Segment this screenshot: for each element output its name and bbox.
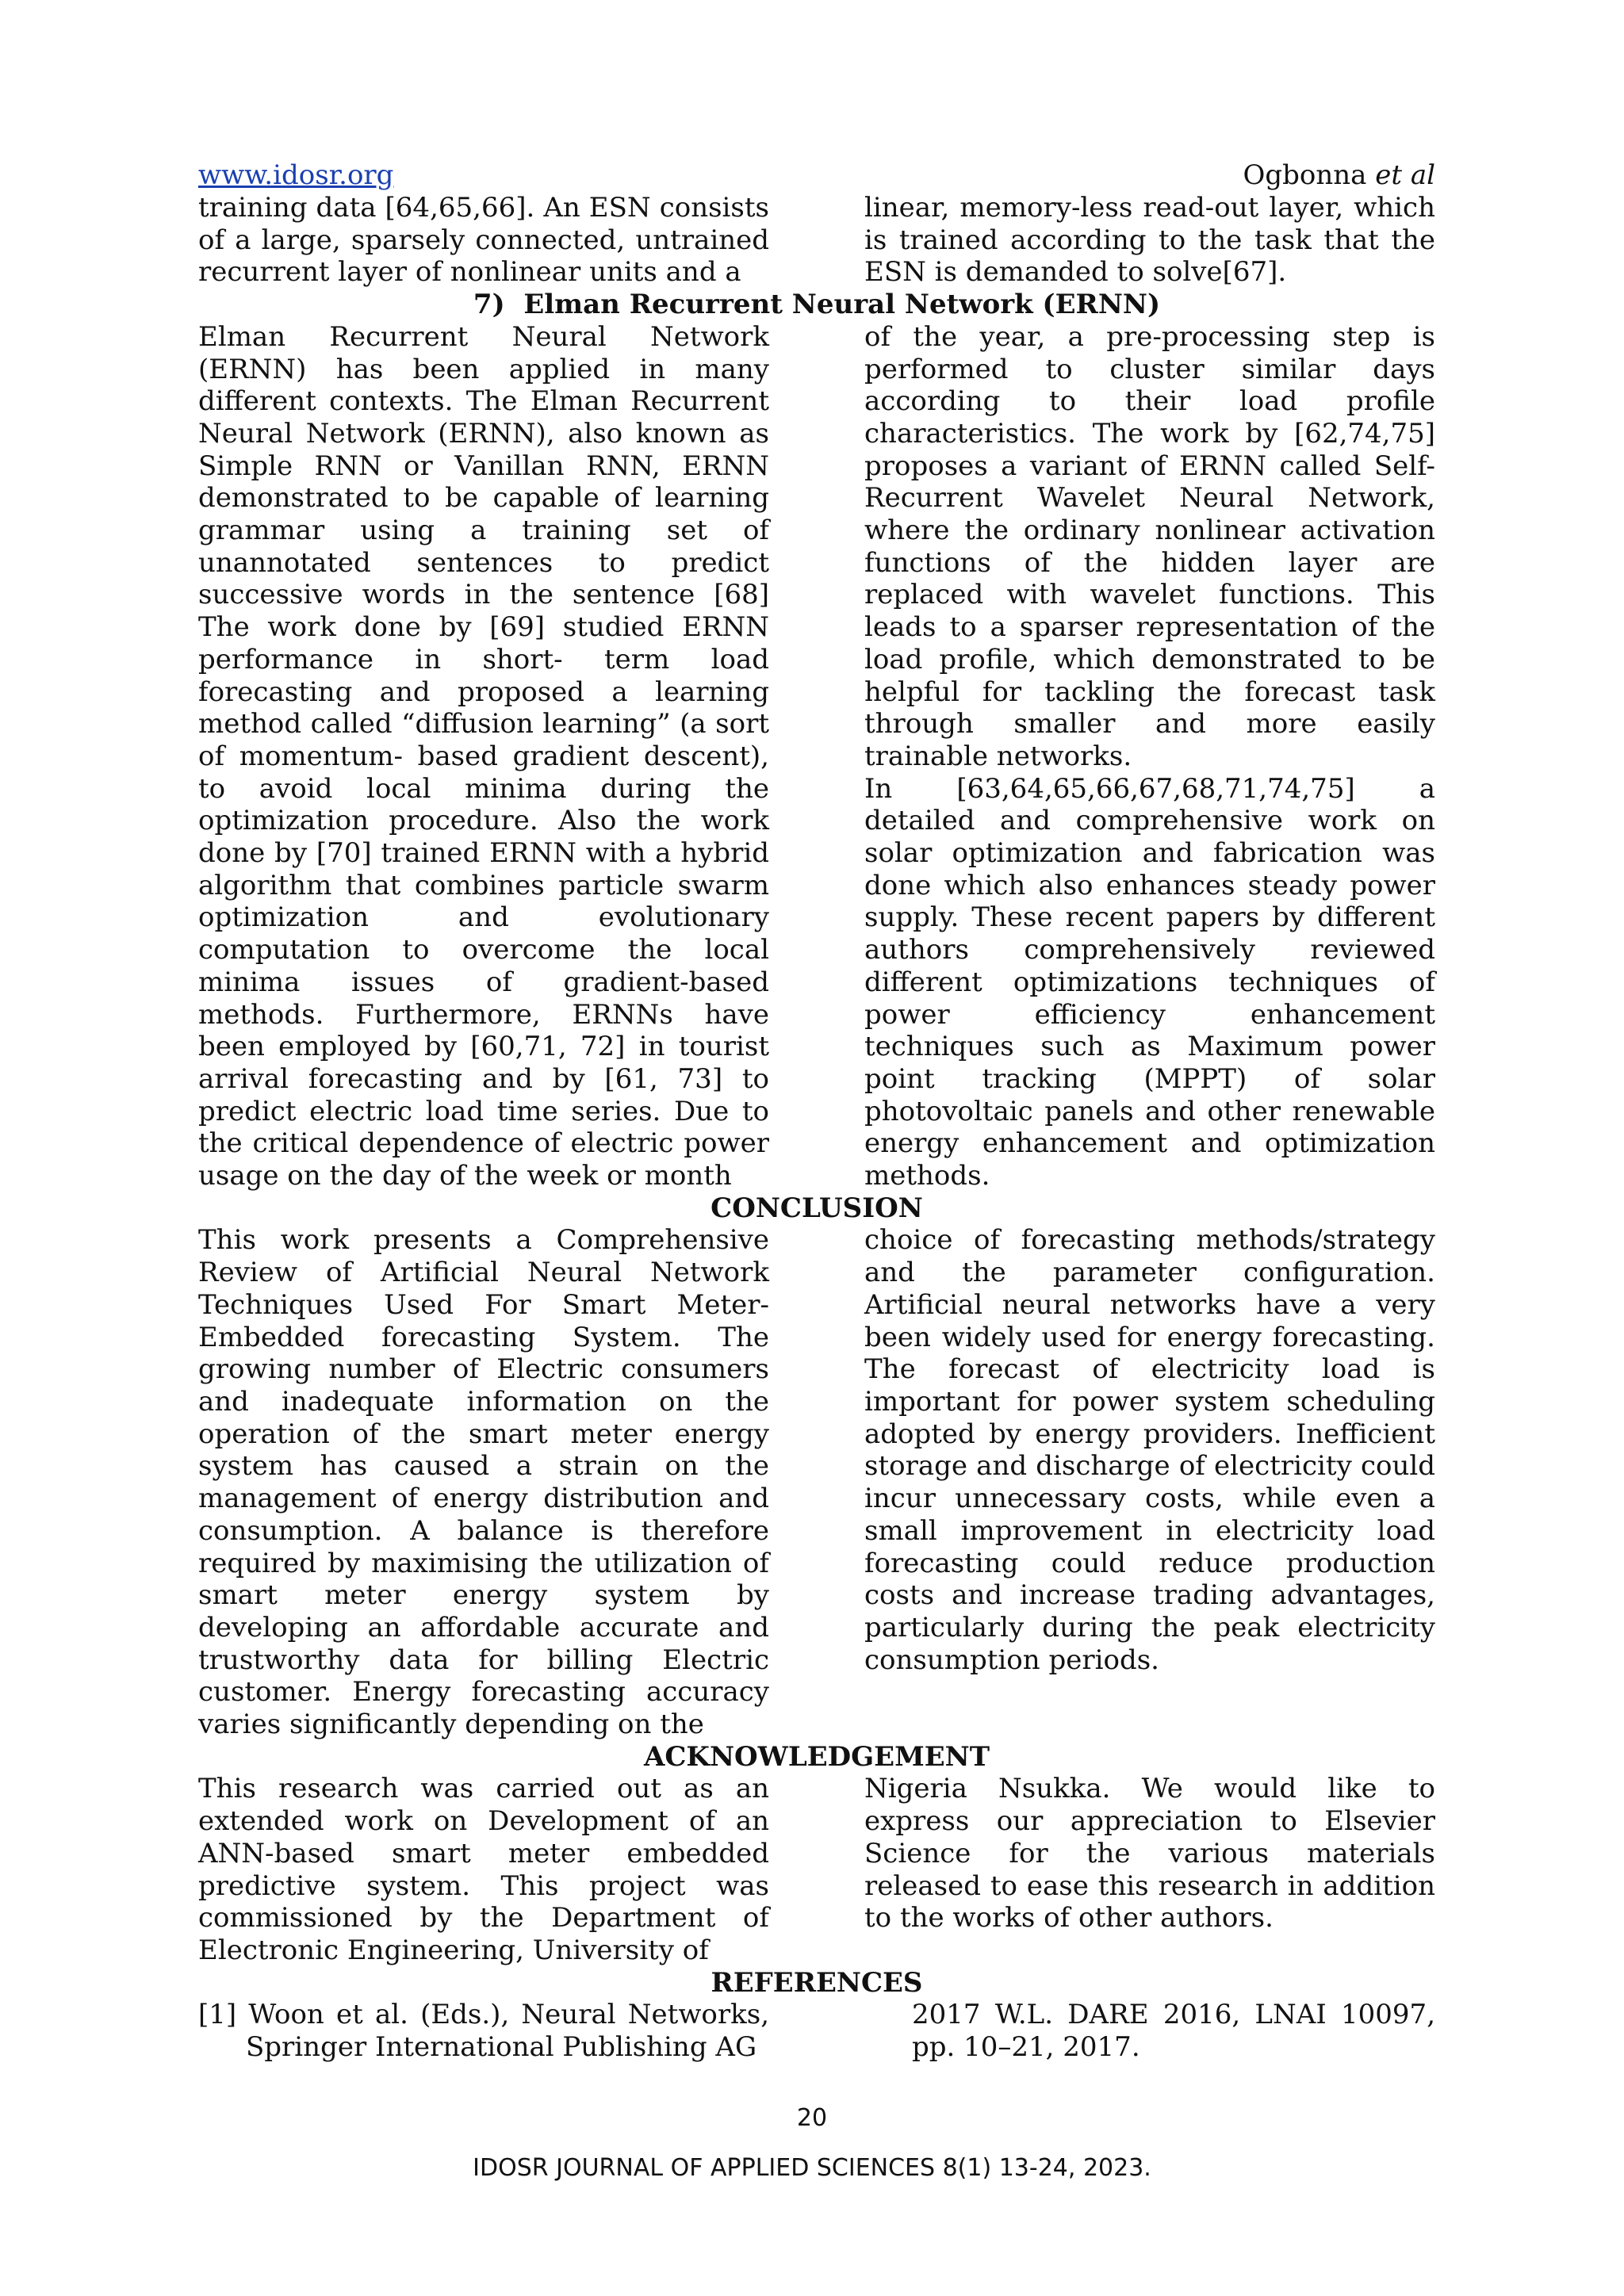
acknowledgement-left-column — [198, 1773, 769, 1966]
acknowledgement-heading: ACKNOWLEDGEMENT — [643, 1740, 990, 1773]
conclusion-right-paragraph: choice of forecasting methods/strategy and the parameter configuration. Artificial neural networks have a very been widely used for energy forecasting. The forecast of electricity load is important for power system scheduling adopted by energy providers. Inefficient storage and discharge of electricity could incur unnecessary costs, while even a small improvement in electricity load forecasting could reduce production costs and increase trading advantages, particularly during the peak electricity consumption periods. — [864, 1224, 1435, 1676]
intro-section — [198, 192, 1435, 289]
ernn-right-column — [864, 321, 1435, 1192]
conclusion-right-column — [864, 1224, 1435, 1740]
reference-1-part-1: [1] Woon et al. (Eds.), Neural Networks, Springer International Publishing AG — [198, 1999, 769, 2064]
intro-right-column — [864, 192, 1435, 289]
acknowledgement-left-paragraph: This research was carried out as an extended work on Development of an ANN-based smart meter embedded predictive system. This project was commissioned by the Department of Electronic Engineering, University of — [198, 1773, 769, 1966]
ernn-section — [198, 321, 1435, 1192]
conclusion-heading: CONCLUSION — [710, 1192, 923, 1224]
acknowledgement-right-column — [864, 1773, 1435, 1966]
conclusion-left-column — [198, 1224, 769, 1740]
ernn-heading: 7) Elman Recurrent Neural Network (ERNN) — [473, 289, 1161, 321]
ernn-right-paragraph-1: of the year, a pre-processing step is performed to cluster similar days according to their load profile characteristics. The work by [62,74,75] proposes a variant of ERNN called Self-Recurrent Wavelet Neural Network, where the ordinary nonlinear activation functions of the hidden layer are replaced with wavelet functions. This leads to a sparser representation of the load profile, which demonstrated to be helpful for tackling the forecast task through smaller and more easily trainable networks. — [864, 320, 1435, 772]
paper-page — [198, 159, 1435, 2064]
ernn-left-paragraph: Elman Recurrent Neural Network (ERNN) has been applied in many different contexts. The Elman Recurrent Neural Network (ERNN), also known as Simple RNN or Vanillan RNN, ERNN demonstrated to be capable of learning grammar using a training set of unannotated sentences to predict successive words in the sentence [68] The work done by [69] studied ERNN performance in short- term load forecasting and proposed a learning method called “diffusion learning” (a sort of momentum- based gradient descent), to avoid local minima during the optimization procedure. Also the work done by [70] trained ERNN with a hybrid algorithm that combines particle swarm optimization and evolutionary computation to overcome the local minima issues of gradient-based methods. Furthermore, ERNNs have been employed by [60,71, 72] in tourist arrival forecasting and by [61, 73] to predict electric load time series. Due to the critical dependence of electric power usage on the day of the week or month — [198, 320, 769, 1192]
conclusion-section — [198, 1224, 1435, 1740]
page-number: 20 — [796, 2104, 828, 2132]
intro-left-paragraph: training data [64,65,66]. An ESN consists of a large, sparsely connected, untrained recurrent layer of nonlinear units and a — [198, 192, 769, 289]
running-header — [198, 159, 1435, 192]
references-section — [198, 1999, 1435, 2063]
journal-website-link[interactable]: www.idosr.org — [198, 159, 394, 191]
author-name: Ogbonna — [1243, 159, 1367, 191]
conclusion-left-paragraph: This work presents a Comprehensive Review of Artificial Neural Network Techniques Used For Smart Meter-Embedded forecasting System. The growing number of Electric consumers and inadequate information on the operation of the smart meter energy system has caused a strain on the management of energy distribution and consumption. A balance is therefore required by maximising the utilization of smart meter energy system by developing an affordable accurate and trustworthy data for billing Electric customer. Energy forecasting accuracy varies significantly depending on the — [198, 1224, 769, 1741]
journal-footer: IDOSR JOURNAL OF APPLIED SCIENCES 8(1) 13-24, 2023. — [473, 2154, 1151, 2182]
reference-1-part-2: 2017 W.L. DARE 2016, LNAI 10097, pp. 10–21, 2017. — [912, 1999, 1435, 2064]
references-heading: REFERENCES — [710, 1966, 923, 1999]
acknowledgement-section — [198, 1773, 1435, 1966]
ernn-left-column — [198, 321, 769, 1192]
intro-right-paragraph: linear, memory-less read-out layer, which is trained according to the task that the ESN is demanded to solve[67]. — [864, 192, 1435, 289]
intro-left-column — [198, 192, 769, 289]
running-author — [1243, 159, 1435, 192]
acknowledgement-right-paragraph: Nigeria Nsukka. We would like to express our appreciation to Elsevier Science for the various materials released to ease this research in addition to the works of other authors. — [864, 1773, 1435, 1934]
author-suffix: et al — [1375, 159, 1435, 191]
ernn-right-paragraph-2: In [63,64,65,66,67,68,71,74,75] a detailed and comprehensive work on solar optimization and fabrication was done which also enhances steady power supply. These recent papers by different authors comprehensively reviewed different optimizations techniques of power efficiency enhancement techniques such as Maximum power point tracking (MPPT) of solar photovoltaic panels and other renewable energy enhancement and optimization methods. — [864, 772, 1435, 1192]
